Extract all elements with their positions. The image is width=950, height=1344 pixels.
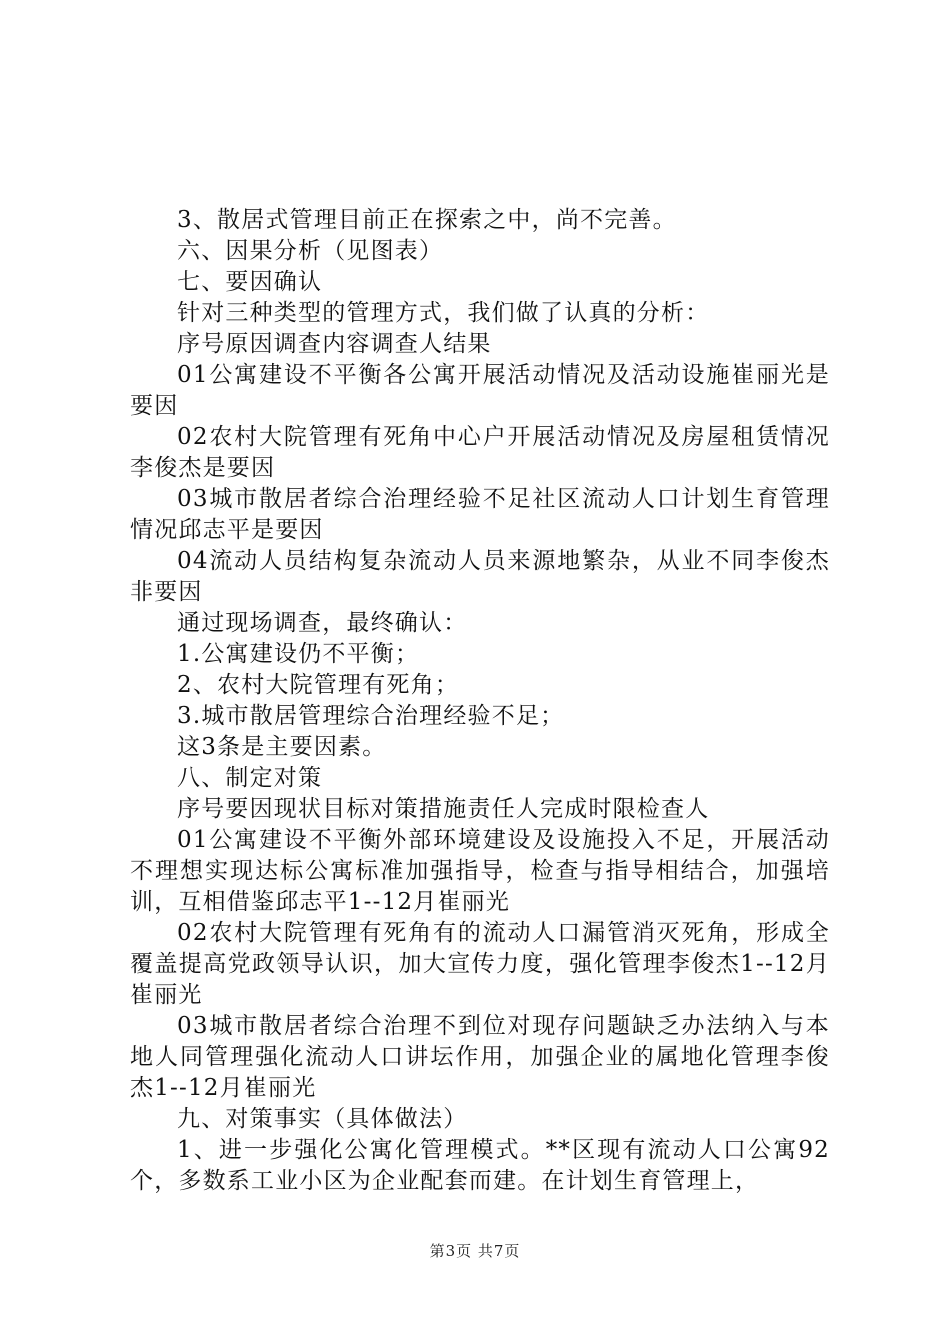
paragraph-21: 1、进一步强化公寓化管理模式。**区现有流动人口公寓92个，多数系工业小区为企业配套而建。在计划生育管理上， <box>130 1137 830 1194</box>
cause-row-03: 03城市散居者综合治理经验不足社区流动人口计划生育管理情况邱志平是要因 <box>130 486 830 543</box>
cause-row-02: 02农村大院管理有死角中心户开展活动情况及房屋租赁情况李俊杰是要因 <box>130 424 830 481</box>
paragraph-10: 通过现场调查，最终确认： <box>177 610 468 636</box>
paragraph-1: 3、散居式管理目前正在探索之中，尚不完善。 <box>177 207 677 233</box>
conclusion-item-2: 2、农村大院管理有死角； <box>177 672 460 698</box>
cause-row-04: 04流动人员结构复杂流动人员来源地繁杂，从业不同李俊杰非要因 <box>130 548 830 605</box>
section-heading-8: 八、制定对策 <box>177 765 323 791</box>
cause-row-01: 01公寓建设不平衡各公寓开展活动情况及活动设施崔丽光是要因 <box>130 362 830 419</box>
measure-row-03: 03城市散居者综合治理不到位对现存问题缺乏办法纳入与本地人同管理强化流动人口讲坛作用，加强企业的属地化管理李俊杰1--12月崔丽光 <box>130 1013 830 1101</box>
page-number-footer: 第3页 共7页 <box>429 1242 521 1260</box>
measure-row-01: 01公寓建设不平衡外部环境建设及设施投入不足，开展活动不理想实现达标公寓标准加强指导，检查与指导相结合，加强培训，互相借鉴邱志平1--12月崔丽光 <box>130 827 830 915</box>
table-header-causes: 序号原因调查内容调查人结果 <box>177 331 492 357</box>
document-body <box>130 205 830 1197</box>
paragraph-14: 这3条是主要因素。 <box>177 734 387 760</box>
paragraph-4: 针对三种类型的管理方式，我们做了认真的分析： <box>177 300 710 326</box>
conclusion-item-3: 3.城市散居管理综合治理经验不足； <box>177 703 565 729</box>
section-heading-7: 七、要因确认 <box>177 269 323 295</box>
conclusion-item-1: 1.公寓建设仍不平衡； <box>177 641 420 667</box>
measure-row-02: 02农村大院管理有死角有的流动人口漏管消灭死角，形成全覆盖提高党政领导认识，加大宣传力度，强化管理李俊杰1--12月崔丽光 <box>130 920 830 1008</box>
table-header-measures: 序号要因现状目标对策措施责任人完成时限检查人 <box>177 796 710 822</box>
section-heading-9: 九、对策事实（具体做法） <box>177 1106 468 1132</box>
section-heading-6: 六、因果分析（见图表） <box>177 238 444 264</box>
